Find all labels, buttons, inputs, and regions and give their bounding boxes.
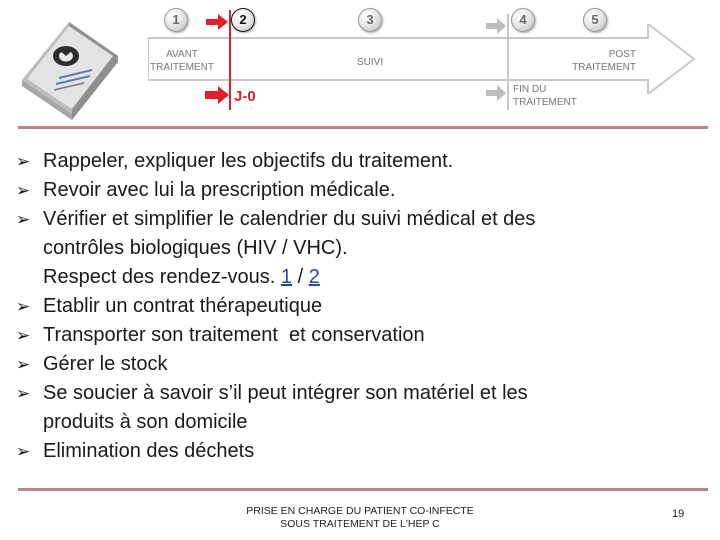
- footer-line-2: SOUS TRAITEMENT DE L'HEP C: [280, 518, 440, 530]
- footer-title: [215, 505, 505, 531]
- objectives-list: [16, 147, 706, 466]
- arrow-bullet-icon: ➢: [16, 210, 31, 229]
- link-separator: /: [292, 266, 309, 288]
- start-marker-arrow-icon: [205, 86, 229, 104]
- step-1-marker: 1: [164, 8, 188, 32]
- end-marker-label: [513, 83, 577, 109]
- page-number: 19: [672, 508, 685, 520]
- phase-before-line2: TRAITEMENT: [150, 62, 214, 73]
- list-item-text: Gérer le stock: [43, 353, 168, 375]
- list-item: [16, 437, 706, 466]
- phase-after-line2: TRAITEMENT: [572, 62, 636, 73]
- header-separator: [18, 126, 708, 129]
- list-item-text: Elimination des déchets: [43, 440, 255, 462]
- arrow-bullet-icon: ➢: [16, 355, 31, 374]
- arrow-bullet-icon: ➢: [16, 326, 31, 345]
- end-divider-line: [507, 14, 509, 110]
- arrow-bullet-icon: ➢: [16, 181, 31, 200]
- arrow-bullet-icon: ➢: [16, 384, 31, 403]
- step-5-marker: 5: [583, 8, 607, 32]
- step-3-marker: 3: [358, 8, 382, 32]
- phase-before-label: [146, 48, 218, 74]
- list-item-text: Etablir un contrat thérapeutique: [43, 295, 323, 317]
- list-item-text: Vérifier et simplifier le calendrier du suivi médical et des: [43, 208, 536, 230]
- footer-line-1: PRISE EN CHARGE DU PATIENT CO-INFECTE: [246, 505, 474, 517]
- appointment-link-2[interactable]: 2: [308, 266, 320, 288]
- start-marker-label: J-0: [234, 88, 256, 105]
- footer-separator: [18, 488, 708, 491]
- list-item-text: Se soucier à savoir s’il peut intégrer son matériel et les: [43, 382, 528, 404]
- list-item: [16, 147, 706, 176]
- end-marker-arrow-icon: [486, 85, 506, 101]
- list-item-text: Respect des rendez-vous.: [43, 266, 281, 288]
- list-item: [16, 176, 706, 205]
- list-item: [16, 205, 706, 234]
- list-item: [16, 321, 706, 350]
- phase-during-label: SUIVI: [357, 57, 384, 68]
- step-2-marker: 2: [231, 8, 255, 32]
- list-item: [16, 292, 706, 321]
- list-item-text: contrôles biologiques (HIV / VHC).: [43, 237, 348, 259]
- step-4-arrow-icon: [486, 18, 506, 34]
- list-item-continuation: [16, 408, 706, 437]
- list-item: [16, 350, 706, 379]
- list-item-text: produits à son domicile: [43, 411, 248, 433]
- arrow-bullet-icon: ➢: [16, 152, 31, 171]
- arrow-bullet-icon: ➢: [16, 442, 31, 461]
- list-item-text: Transporter son traitement et conservation: [43, 324, 425, 346]
- phase-after-label: [562, 48, 636, 74]
- end-marker-line2: TRAITEMENT: [513, 97, 577, 108]
- step-4-marker: 4: [511, 8, 535, 32]
- phase-before-line1: AVANT: [166, 49, 198, 60]
- list-item: [16, 379, 706, 408]
- list-item-continuation: [16, 234, 706, 263]
- appointment-link-1[interactable]: 1: [280, 266, 293, 288]
- list-item-continuation: [16, 263, 706, 292]
- end-marker-line1: FIN DU: [513, 84, 547, 95]
- arrow-bullet-icon: ➢: [16, 297, 31, 316]
- step-2-arrow-icon: [206, 14, 228, 30]
- manual-book-illustration: [14, 14, 124, 124]
- start-divider-line: [229, 10, 231, 110]
- phase-after-line1: POST: [608, 49, 636, 60]
- list-item-text: Revoir avec lui la prescription médicale.: [43, 179, 396, 201]
- list-item-text: Rappeler, expliquer les objectifs du traitement.: [43, 150, 454, 172]
